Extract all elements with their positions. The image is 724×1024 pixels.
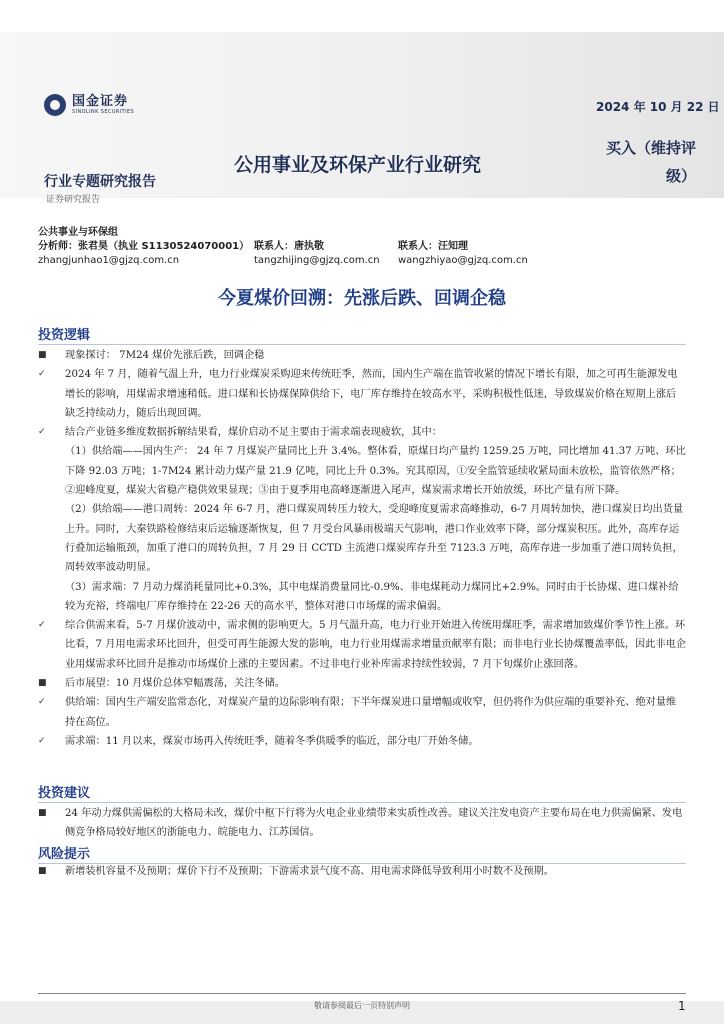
list-item: ✓ 需求端：11 月以来，煤炭市场再入传统旺季，随着冬季供暖季的临近，部分电厂开始冬储。 bbox=[38, 732, 686, 751]
list-item: ✓ 2024 年 7 月，随着气温上升，电力行业煤炭采购迎来传统旺季，然而，国内生产端在监管收紧的情况下增长有限，加之可再生能源发电增长的影响，用煤需求增速稍低。进口煤和长协煤保障供给下，电厂库存维持在较高水平，采购积极性低迷，导致煤炭价格在短期上涨后缺乏持续动力，随后出现回调。 bbox=[38, 365, 686, 423]
check-bullet-icon: ✓ bbox=[38, 735, 46, 746]
section-heading-risk: 风险提示 bbox=[38, 843, 686, 864]
logo-mark-icon bbox=[44, 94, 66, 116]
square-bullet-icon: ■ bbox=[38, 866, 47, 876]
list-item: ✓ 供给端：国内生产端安监常态化，对煤炭产量的边际影响有限；下半年煤炭进口量增幅或收窄，但仍将作为供应端的重要补充、绝对量维持在高位。 bbox=[38, 693, 686, 732]
logo-text-en: SINOLINK SECURITIES bbox=[72, 108, 135, 115]
advice-body bbox=[38, 804, 686, 843]
sub-paragraph: （1）供给端——国内生产： 24 年 7 月煤炭产量同比上升 3.4%。整体看，原煤日均产量约 1259.25 万吨，同比增加 41.37 万吨、环比下降 92.03 万吨；1-7M24 累计动力煤产量 21.9 亿吨，同比上升 0.3%。究其原因，①安全监管延续收紧局面未放松，监管依然严格；②迎峰度夏，煤炭大省稳产稳供效果显现；③由于夏季用电高峰逐渐进入尾声，煤炭需求增长开始放缓，环比产量有所下降。 bbox=[65, 446, 686, 497]
analyst-block bbox=[38, 236, 698, 268]
report-subtype: 证券研究报告 bbox=[46, 195, 101, 205]
report-title: 公用事业及环保产业行业研究 bbox=[234, 154, 482, 176]
main-title: 今夏煤价回溯：先涨后跌、回调企稳 bbox=[218, 288, 506, 309]
footer-divider bbox=[38, 993, 686, 994]
contact-1-label: 联系人：唐执敬 bbox=[254, 240, 324, 252]
contact-2-email[interactable]: wangzhiyao@gjzq.com.cn bbox=[398, 254, 528, 266]
check-bullet-icon: ✓ bbox=[38, 620, 46, 631]
check-bullet-icon: ✓ bbox=[38, 697, 46, 708]
list-item: ■ 后市展望：10 月煤价总体窄幅震荡，关注冬储。 bbox=[38, 674, 686, 693]
contact-2-label: 联系人：汪知理 bbox=[398, 240, 468, 252]
analyst-email[interactable]: zhangjunhao1@gjzq.com.cn bbox=[38, 254, 180, 266]
sub-paragraph: （2）供给端——港口周转：2024 年 6-7 月，港口煤炭周转压力较大，受迎峰度夏需求高峰推动，6-7 月周转加快，港口煤炭日均出货量上升。同时，大秦铁路检修结束后运输逐渐恢复，但 7 月受台风暴雨极端天气影响，港口作业效率下降，部分煤炭积压。此外，高库存运行叠加运输瓶颈，加重了港口的周转负担，7 月 29 日 CCTD 主流港口煤炭库存升至 7123.3 万吨，高库存进一步加重了港口周转负担，周转效率波动明显。 bbox=[65, 504, 684, 574]
page-number: 1 bbox=[678, 999, 686, 1013]
brand-logo bbox=[44, 94, 134, 116]
rating-line-1: 买入（维持评 bbox=[606, 139, 697, 157]
rating bbox=[606, 134, 716, 190]
list-item: ■ 新增装机容量不及预期；煤价下行不及预期；下游需求景气度不高、用电需求降低导致利用小时数不及预期。 bbox=[38, 862, 686, 881]
list-item: ■ 24 年动力煤供需偏松的大格局未改，煤价中枢下行将为火电企业业绩带来实质性改善。建议关注发电资产主要布局在电力供需偏紧、发电侧竞争格局较好地区的浙能电力、皖能电力、江苏国信。 bbox=[38, 804, 686, 843]
list-item: ■ 现象探讨： 7M24 煤价先涨后跌，回调企稳 bbox=[38, 346, 686, 365]
rating-line-2: 级） bbox=[665, 167, 696, 185]
section-heading-advice: 投资建议 bbox=[38, 782, 686, 803]
list-item: ✓ 综合供需来看，5-7 月煤价波动中，需求侧的影响更大。5 月气温升高，电力行业开始进入传统用煤旺季，需求增加致煤价季节性上涨。环比看，7 月用电需求环比回升，但受可再生能源大发的影响，电力行业用煤需求增量贡献率有限；而非电行业长协煤覆盖率低，因此非电企业用煤需求环比回升是推动市场煤价上涨的主要因素。不过非电行业补库需求持续性较弱，7 月下旬煤价止涨回落。 bbox=[38, 616, 686, 674]
team-name: 公共事业与环保组 bbox=[38, 227, 118, 238]
sub-paragraph: （3）需求端：7 月动力煤消耗量同比+0.3%，其中电煤消费量同比-0.9%、非电煤耗动力煤同比+2.9%。同时由于长协煤、进口煤补给较为充裕，终端电厂库存维持在 22-26 天的高水平，整体对港口市场煤的需求偏弱。 bbox=[65, 581, 679, 612]
footer-disclaimer: 敬请参阅最后一页特别声明 bbox=[314, 1001, 410, 1010]
report-type: 行业专题研究报告 bbox=[44, 174, 156, 190]
list-item: ✓ 结合产业链多维度数据拆解结果看，煤价启动不足主要由于需求端表现疲软，其中： bbox=[38, 423, 686, 442]
section-heading-logic: 投资逻辑 bbox=[38, 324, 686, 345]
check-bullet-icon: ✓ bbox=[38, 369, 46, 380]
analyst-label: 分析师：张君昊（执业 S1130524070001） bbox=[38, 240, 250, 252]
logic-body bbox=[38, 346, 686, 751]
report-header bbox=[0, 32, 724, 205]
square-bullet-icon: ■ bbox=[38, 808, 47, 818]
square-bullet-icon: ■ bbox=[38, 678, 47, 689]
report-date: 2024 年 10 月 22 日 bbox=[596, 100, 720, 114]
check-bullet-icon: ✓ bbox=[38, 427, 46, 438]
logo-text-cn: 国金证券 bbox=[72, 93, 129, 109]
square-bullet-icon: ■ bbox=[38, 350, 47, 360]
contact-1-email[interactable]: tangzhijing@gjzq.com.cn bbox=[254, 254, 380, 266]
risk-body bbox=[38, 862, 686, 881]
